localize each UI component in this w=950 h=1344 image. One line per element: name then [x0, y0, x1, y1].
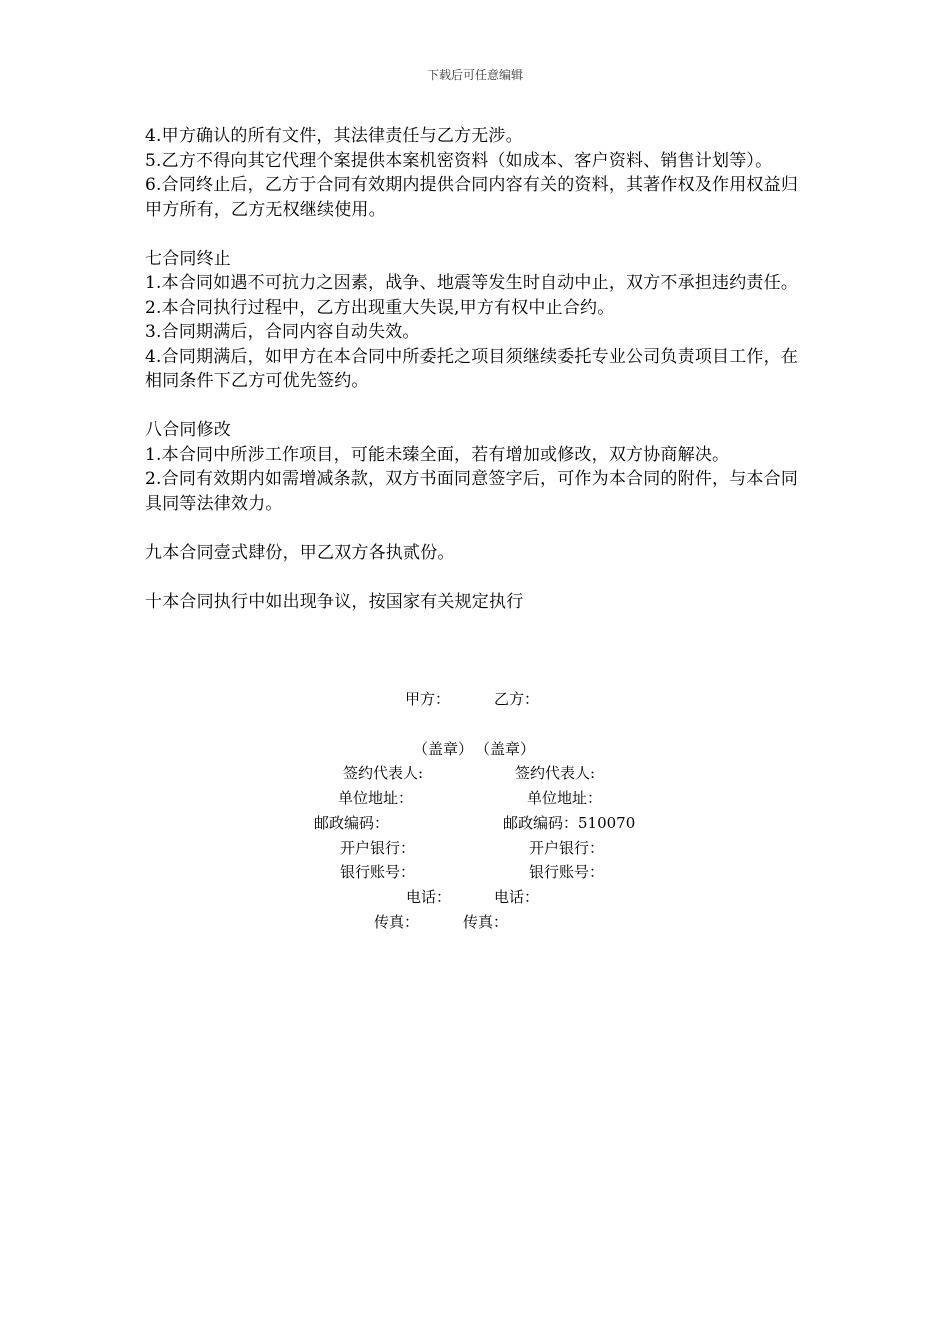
clause-7-2: 2.本合同执行过程中，乙方出现重大失误,甲方有权中止合约。	[145, 297, 615, 318]
party-b-label: 乙方：	[494, 690, 540, 708]
account-a-label: 银行账号：	[340, 863, 416, 881]
bank-a-label: 开户银行：	[340, 839, 416, 857]
clause-6-5: 5.乙方不得向其它代理个案提供本案机密资料（如成本、客户资料、销售计划等）。	[145, 150, 773, 171]
clause-7-3: 3.合同期满后，合同内容自动失效。	[145, 322, 420, 342]
clause-7-4: 4.合同期满后，如甲方在本合同中所委托之项目须继续委托专业公司负责项目工作，在相同条件下乙方可优先签约。	[145, 346, 799, 391]
rep-b-label: 签约代表人:	[515, 764, 596, 782]
clause-8-2: 2.合同有效期内如需增减条款，双方书面同意签字后，可作为本合同的附件，与本合同具同等法律效力。	[145, 469, 799, 514]
spacer	[145, 222, 805, 247]
bank-b-label: 开户银行：	[529, 839, 605, 857]
rep-a-label: 签约代表人:	[343, 764, 424, 782]
fax-b-label: 传真：	[463, 913, 509, 931]
section-10: 十本合同执行中如出现争议，按国家有关规定执行	[145, 591, 524, 612]
clause-6-6: 6.合同终止后，乙方于合同有效期内提供合同内容有关的资料，其著作权及作用权益归甲方所有，乙方无权继续使用。	[145, 175, 799, 220]
spacer	[145, 516, 805, 541]
page-header: 下载后可任意编辑	[426, 68, 523, 82]
phone-a-label: 电话：	[406, 888, 452, 906]
section-7-title: 七合同终止	[145, 248, 231, 269]
postal-a-label: 邮政编码：	[314, 814, 390, 832]
spacer	[145, 565, 805, 590]
seal-a: （盖章）	[413, 740, 474, 758]
section-9: 九本合同壹式肆份，甲乙双方各执贰份。	[145, 542, 455, 563]
clause-8-1: 1.本合同中所涉工作项目，可能未臻全面，若有增加或修改，双方协商解决。	[145, 444, 730, 465]
seal-b: （盖章）	[475, 740, 536, 758]
clause-7-1: 1.本合同如遇不可抗力之因素，战争、地震等发生时自动中止，双方不承担违约责任。	[145, 273, 799, 293]
phone-b-label: 电话：	[494, 888, 540, 906]
section-8-title: 八合同修改	[145, 420, 231, 440]
fax-a-label: 传真：	[374, 913, 420, 931]
spacer	[145, 394, 805, 419]
address-b-label: 单位地址：	[527, 789, 603, 807]
clause-6-4: 4.甲方确认的所有文件，其法律责任与乙方无涉。	[145, 126, 523, 146]
address-a-label: 单位地址：	[338, 789, 414, 807]
postal-b-label: 邮政编码：510070	[503, 814, 636, 832]
account-b-label: 银行账号：	[529, 863, 605, 881]
party-a-label: 甲方：	[405, 690, 451, 708]
contract-body	[145, 124, 805, 614]
